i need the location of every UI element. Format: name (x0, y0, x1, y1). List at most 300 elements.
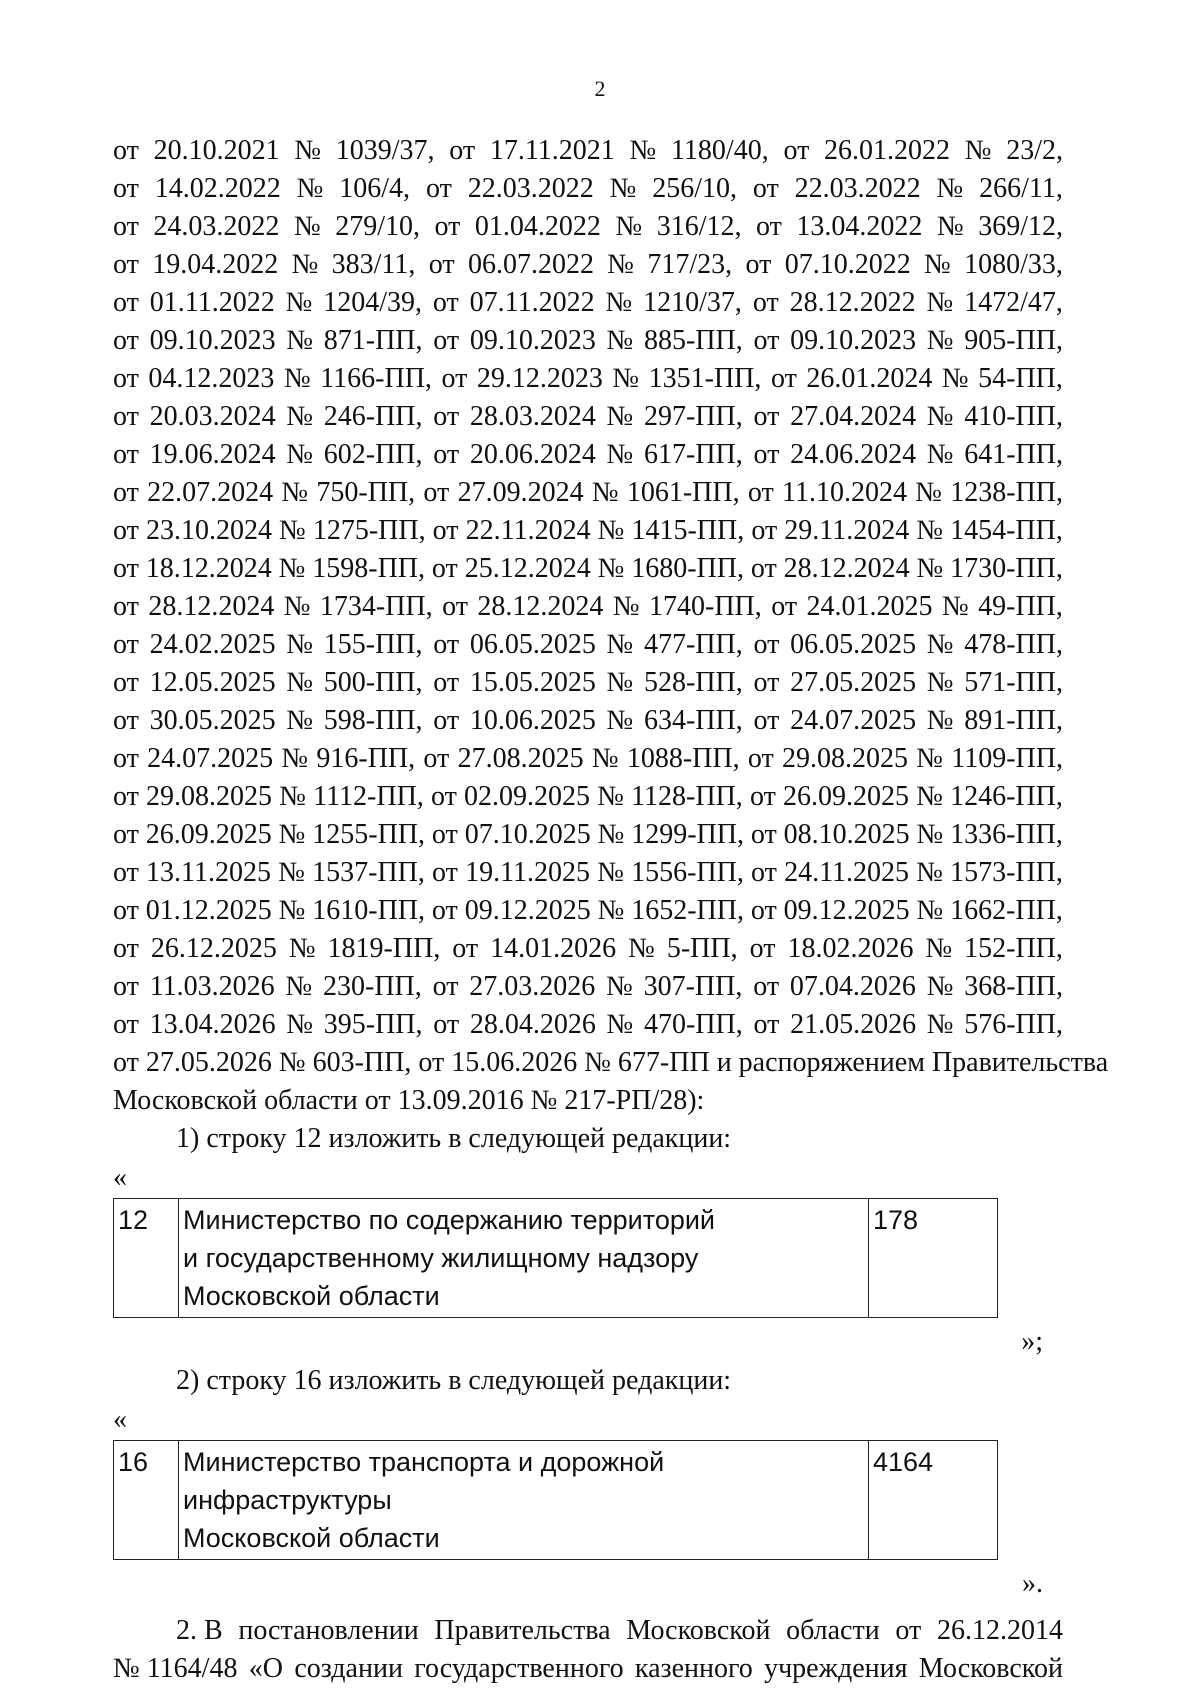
reference-token: от (753, 705, 780, 736)
reference-token: от (113, 363, 139, 394)
reference-token: от (756, 211, 782, 242)
reference-token: № (286, 325, 314, 356)
word: от (895, 1615, 922, 1646)
reference-token: № (606, 325, 634, 356)
reference-token: 1537-ПП, (312, 857, 425, 888)
reference-token: 12.05.2025 (149, 667, 276, 698)
reference-token: 598-ПП, (323, 705, 423, 736)
reference-token: 22.03.2022 (794, 173, 921, 204)
reference-token: № (916, 895, 944, 926)
reference-token: от (750, 819, 777, 850)
reference-token: № (941, 363, 969, 394)
reference-token: от (753, 971, 780, 1002)
reference-token: 1454-ПП, (950, 515, 1063, 546)
reference-token: от (783, 135, 810, 166)
reference-line (113, 778, 1063, 816)
reference-token: 891-ПП, (964, 705, 1063, 736)
reference-token: от (423, 743, 450, 774)
reference-token: 152-ПП, (964, 933, 1063, 964)
reference-token: от (752, 173, 779, 204)
reference-token: от (431, 895, 458, 926)
reference-token: 27.05.2025 (790, 667, 917, 698)
reference-token: 27.03.2026 (469, 971, 596, 1002)
reference-token: 266/11, (979, 173, 1063, 204)
reference-token: 07.10.2025 (464, 819, 591, 850)
reference-token: № (294, 135, 322, 166)
reference-token: 01.12.2025 (145, 895, 272, 926)
reference-token: 19.06.2024 (149, 439, 276, 470)
row-12-name (179, 1199, 869, 1318)
word: № 1164/48 (113, 1653, 238, 1684)
reference-token: 24.01.2025 (806, 591, 933, 622)
reference-token: 1730-ПП, (950, 553, 1063, 584)
reference-token: от (113, 743, 139, 774)
reference-token: от (749, 781, 776, 812)
reference-token: 307-ПП, (643, 971, 743, 1002)
reference-token: 11.03.2026 (149, 971, 275, 1002)
reference-token: от (113, 211, 139, 242)
reference-token: 634-ПП, (643, 705, 743, 736)
reference-token: от (113, 325, 139, 356)
reference-token: 26.01.2024 (806, 363, 933, 394)
reference-token: 24.11.2025 (784, 857, 910, 888)
reference-token: от (433, 629, 460, 660)
reference-token: 28.03.2024 (469, 401, 596, 432)
reference-token: 30.05.2025 (149, 705, 276, 736)
reference-line (113, 436, 1063, 474)
reference-token: от (753, 629, 780, 660)
reference-token: № (612, 363, 640, 394)
reference-line (113, 474, 1063, 512)
reference-token: № (285, 287, 313, 318)
reference-token: 28.12.2024 (477, 591, 604, 622)
reference-token: 1598-ПП, (312, 553, 426, 584)
word: Московской (626, 1615, 771, 1646)
reference-token: 24.03.2022 (153, 211, 280, 242)
reference-token: 885-ПП, (643, 325, 743, 356)
reference-token: № (915, 477, 942, 508)
reference-token: 1299-ПП, (631, 819, 744, 850)
reference-token: 477-ПП, (643, 629, 743, 660)
reference-token: 1472/47, (964, 287, 1063, 318)
reference-token: 29.08.2025 (781, 743, 908, 774)
reference-token: № (629, 135, 657, 166)
reference-token: № (279, 515, 306, 546)
reference-token: № (916, 781, 943, 812)
row-12-name-line: Московской области (183, 1281, 440, 1311)
word: 26.12.2014 (936, 1615, 1063, 1646)
word: области (786, 1615, 880, 1646)
reference-token: № (936, 211, 964, 242)
reference-token: от (753, 401, 780, 432)
reference-token: от (113, 135, 139, 166)
reference-token: 1610-ПП, (312, 895, 426, 926)
reference-token: 106/4, (339, 173, 411, 204)
reference-token: от (113, 515, 139, 546)
reference-token: 24.07.2025 (790, 705, 917, 736)
reference-token: 571-ПП, (964, 667, 1063, 698)
reference-token: от (750, 895, 777, 926)
reference-token: 13.04.2022 (796, 211, 923, 242)
reference-token: № (916, 743, 943, 774)
reference-token: № (296, 173, 324, 204)
reference-line (113, 284, 1063, 322)
reference-token: от (423, 477, 450, 508)
reference-token: 1112-ПП, (313, 781, 424, 812)
reference-token: от (431, 819, 458, 850)
reference-token: № (606, 667, 634, 698)
row-16-table (113, 1440, 998, 1560)
reference-token: № (283, 591, 311, 622)
reference-token: № (293, 211, 321, 242)
reference-token: 528-ПП, (643, 667, 743, 698)
reference-token: от (113, 819, 139, 850)
reference-token: 1109-ПП, (951, 743, 1063, 774)
reference-line (113, 398, 1063, 436)
row-16-number: 16 (114, 1441, 179, 1560)
reference-token: 09.10.2023 (469, 325, 596, 356)
reference-token: № (924, 249, 951, 280)
reference-line (113, 550, 1063, 588)
reference-token: 10.06.2025 (469, 705, 596, 736)
quote-open-1: « (113, 1162, 127, 1193)
row-12-number: 12 (114, 1199, 179, 1318)
reference-token: 07.10.2022 (784, 249, 911, 280)
reference-token: от (750, 553, 777, 584)
reference-line (113, 930, 1063, 968)
reference-token: 717/23, (647, 249, 733, 280)
reference-token: 23/2, (1006, 135, 1063, 166)
reference-token: 09.10.2023 (149, 325, 276, 356)
reference-token: 1556-ПП, (631, 857, 744, 888)
reference-token: № (597, 895, 625, 926)
reference-token: 07.04.2026 (789, 971, 916, 1002)
reference-line (113, 322, 1063, 360)
reference-token: 20.06.2024 (469, 439, 596, 470)
reference-token: № (926, 439, 954, 470)
reference-token: № (964, 135, 992, 166)
reference-token: 916-ПП, (316, 743, 416, 774)
reference-token: от (749, 933, 776, 964)
document-body (113, 132, 1109, 1688)
reference-token: от (449, 135, 476, 166)
word: 2. В (176, 1615, 223, 1646)
reference-token: 13.11.2025 (146, 857, 272, 888)
reference-token: № (606, 629, 634, 660)
word: государственного (414, 1653, 624, 1684)
reference-token: № (916, 857, 943, 888)
reference-token: 13.04.2026 (149, 1009, 276, 1040)
reference-token: от (113, 781, 139, 812)
reference-line (113, 208, 1063, 246)
reference-token: 1204/39, (323, 287, 423, 318)
reference-token: от (113, 705, 139, 736)
reference-token: 49-ПП, (978, 591, 1063, 622)
reference-token: 256/10, (652, 173, 737, 204)
reference-token: 1255-ПП, (312, 819, 426, 850)
reference-token: № (597, 553, 625, 584)
reference-token: от (433, 705, 460, 736)
reference-token: № (591, 477, 619, 508)
row-12-name-line: и государственному жилищному надзору (183, 1243, 699, 1273)
reference-token: № (279, 781, 306, 812)
reference-token: 1336-ПП, (950, 819, 1063, 850)
reference-line (113, 740, 1063, 778)
reference-token: 01.11.2022 (149, 287, 275, 318)
row-16-name (179, 1441, 869, 1560)
reference-token: 11.10.2024 (781, 477, 907, 508)
reference-token: 20.10.2021 (153, 135, 280, 166)
reference-token: № (291, 249, 319, 280)
reference-token: 19.11.2025 (465, 857, 591, 888)
reference-token: 54-ПП, (978, 363, 1063, 394)
reference-token: 316/12, (656, 211, 742, 242)
reference-token: от (428, 249, 455, 280)
reference-token: № (926, 667, 954, 698)
reference-token: от (753, 325, 780, 356)
reference-token: 1039/37, (335, 135, 435, 166)
reference-token: 27.09.2024 (457, 477, 584, 508)
reference-token: № (609, 173, 637, 204)
reference-line (113, 1006, 1063, 1044)
reference-token: 24.02.2025 (149, 629, 276, 660)
reference-token: от (113, 401, 139, 432)
quote-close-2: ». (1022, 1568, 1043, 1599)
reference-token: 1573-ПП, (950, 857, 1063, 888)
reference-token: от (752, 287, 779, 318)
reference-token: 22.03.2022 (467, 173, 594, 204)
reference-token: от (432, 971, 459, 1002)
reference-token: от (113, 173, 139, 204)
reference-token: от (113, 287, 139, 318)
reference-token: 750-ПП, (316, 477, 416, 508)
reference-line (113, 702, 1063, 740)
reference-token: 576-ПП, (964, 1009, 1063, 1040)
reference-token: № (606, 705, 634, 736)
item-1-intro: 1) строку 12 изложить в следующей редакции: (176, 1123, 732, 1154)
reference-token: от (430, 781, 457, 812)
reference-token: 1238-ПП, (950, 477, 1063, 508)
row-16-name-line: Министерство транспорта и дорожной инфраструктуры (183, 1447, 665, 1515)
reference-token: № (615, 211, 643, 242)
reference-token: 1275-ПП, (312, 515, 426, 546)
page-number: 2 (594, 76, 606, 101)
quote-close-1: »; (1021, 1326, 1043, 1357)
reference-token: от (431, 553, 458, 584)
reference-line (113, 132, 1063, 170)
reference-token: № (941, 591, 969, 622)
reference-token: 1166-ПП, (320, 363, 432, 394)
word: учреждения (764, 1653, 908, 1684)
reference-line (113, 626, 1063, 664)
reference-token: 26.09.2025 (783, 781, 910, 812)
reference-token: № (926, 629, 954, 660)
reference-token: 28.12.2024 (783, 553, 910, 584)
reference-token: № (606, 1009, 634, 1040)
reference-token: 07.11.2022 (469, 287, 595, 318)
reference-token: 155-ПП, (323, 629, 423, 660)
reference-token: 27.04.2024 (790, 401, 917, 432)
reference-token: № (286, 439, 314, 470)
reference-token: № (597, 857, 624, 888)
reference-token: 368-ПП, (964, 971, 1063, 1002)
reference-token: от (433, 325, 460, 356)
reference-token: № (278, 857, 305, 888)
reference-token: 20.03.2024 (149, 401, 276, 432)
reference-token: 1180/40, (670, 135, 769, 166)
reference-token: 09.12.2025 (464, 895, 591, 926)
reference-token: от (433, 1009, 460, 1040)
reference-token: № (591, 743, 619, 774)
reference-token: от (433, 439, 460, 470)
reference-token: 478-ПП, (964, 629, 1063, 660)
row-16-value: 4164 (869, 1441, 998, 1560)
reference-token: № (926, 287, 954, 318)
reference-token: № (926, 705, 954, 736)
reference-token: 1246-ПП, (950, 781, 1063, 812)
reference-token: от (113, 895, 139, 926)
reference-token: от (747, 743, 774, 774)
references-block (113, 132, 1063, 1044)
reference-token: 1128-ПП, (631, 781, 743, 812)
reference-token: 28.04.2026 (469, 1009, 596, 1040)
reference-token: 617-ПП, (643, 439, 743, 470)
reference-token: от (425, 173, 452, 204)
reference-token: 1351-ПП, (648, 363, 762, 394)
reference-token: 29.08.2025 (146, 781, 273, 812)
reference-token: от (442, 591, 468, 622)
reference-token: 1662-ПП, (950, 895, 1063, 926)
reference-token: № (607, 249, 634, 280)
reference-token: от (753, 667, 780, 698)
reference-token: 27.08.2025 (457, 743, 584, 774)
reference-line (113, 360, 1063, 398)
reference-token: от (432, 857, 458, 888)
reference-token: от (113, 1009, 139, 1040)
reference-token: 602-ПП, (323, 439, 423, 470)
reference-token: 02.09.2025 (464, 781, 591, 812)
reference-token: 871-ПП, (323, 325, 423, 356)
reference-token: от (113, 439, 139, 470)
reference-token: 395-ПП, (323, 1009, 423, 1040)
word: Правительства (434, 1615, 611, 1646)
reference-token: № (916, 515, 944, 546)
reference-token: от (751, 857, 777, 888)
reference-token: 14.01.2026 (490, 933, 617, 964)
reference-token: от (753, 1009, 780, 1040)
reference-token: от (113, 667, 139, 698)
reference-line (113, 246, 1063, 284)
reference-token: от (770, 363, 797, 394)
reference-token: 1415-ПП, (631, 515, 745, 546)
reference-token: 06.05.2025 (790, 629, 917, 660)
reference-token: № (916, 819, 944, 850)
reference-token: 1080/33, (964, 249, 1063, 280)
word: создании (294, 1653, 403, 1684)
reference-token: № (283, 363, 311, 394)
reference-token: № (926, 971, 954, 1002)
reference-token: 1652-ПП, (631, 895, 744, 926)
reference-token: 28.12.2022 (789, 287, 916, 318)
reference-token: № (606, 439, 634, 470)
reference-token: от (113, 249, 139, 280)
reference-token: 1061-ПП, (626, 477, 740, 508)
reference-token: 279/10, (335, 211, 420, 242)
reference-token: 369/12, (978, 211, 1063, 242)
reference-token: 1680-ПП, (631, 553, 744, 584)
reference-token: 29.11.2024 (784, 515, 910, 546)
reference-token: 641-ПП, (964, 439, 1063, 470)
reference-token: № (926, 401, 954, 432)
reference-token: от (113, 933, 139, 964)
item-2-intro: 2) строку 16 изложить в следующей редакции: (176, 1365, 732, 1396)
reference-token: № (926, 1009, 954, 1040)
reference-token: № (628, 933, 655, 964)
reference-token: от (113, 477, 139, 508)
paragraph-2-line-2 (113, 1650, 1063, 1688)
reference-line (113, 892, 1063, 930)
reference-token: 470-ПП, (643, 1009, 743, 1040)
reference-token: от (771, 591, 798, 622)
reference-token: 1210/37, (643, 287, 742, 318)
reference-token: 246-ПП, (323, 401, 423, 432)
reference-token: № (278, 819, 306, 850)
reference-token: 22.07.2024 (147, 477, 274, 508)
reference-token: 04.12.2023 (148, 363, 275, 394)
paragraph-2-line-1 (113, 1612, 1063, 1650)
reference-token: 26.01.2022 (824, 135, 951, 166)
reference-token: № (278, 553, 306, 584)
row-12-value: 178 (869, 1199, 998, 1318)
reference-token: № (286, 705, 314, 736)
reference-token: № (286, 629, 314, 660)
reference-token: № (926, 325, 954, 356)
reference-token: 24.06.2024 (790, 439, 917, 470)
reference-token: от (113, 591, 139, 622)
reference-token: 21.05.2026 (790, 1009, 917, 1040)
word: «О (248, 1653, 284, 1684)
word: постановлении (238, 1615, 419, 1646)
reference-line (113, 588, 1063, 626)
reference-token: № (936, 173, 964, 204)
reference-token: 18.12.2024 (145, 553, 272, 584)
reference-token: № (606, 401, 634, 432)
reference-token: 5-ПП, (666, 933, 738, 964)
reference-token: 29.12.2023 (476, 363, 603, 394)
reference-token: 28.12.2024 (148, 591, 275, 622)
reference-token: 26.09.2025 (145, 819, 272, 850)
reference-token: 22.11.2024 (465, 515, 591, 546)
row-12-name-line: Министерство по содержанию территорий (183, 1205, 716, 1235)
references-closing-line-2: Московской области от 13.09.2016 № 217-РП/28): (113, 1085, 705, 1116)
reference-token: 297-ПП, (643, 401, 743, 432)
reference-line (113, 816, 1063, 854)
word: Московской (918, 1653, 1063, 1684)
reference-token: от (113, 857, 139, 888)
reference-line (113, 170, 1063, 208)
reference-token: от (113, 629, 139, 660)
reference-token: от (432, 515, 459, 546)
reference-token: № (916, 553, 944, 584)
reference-token: 1740-ПП, (649, 591, 762, 622)
reference-token: 500-ПП, (323, 667, 423, 698)
reference-token: 06.07.2022 (467, 249, 594, 280)
reference-token: № (925, 933, 953, 964)
reference-line (113, 664, 1063, 702)
reference-token: № (285, 971, 313, 1002)
reference-token: 25.12.2024 (464, 553, 591, 584)
reference-token: № (597, 781, 624, 812)
